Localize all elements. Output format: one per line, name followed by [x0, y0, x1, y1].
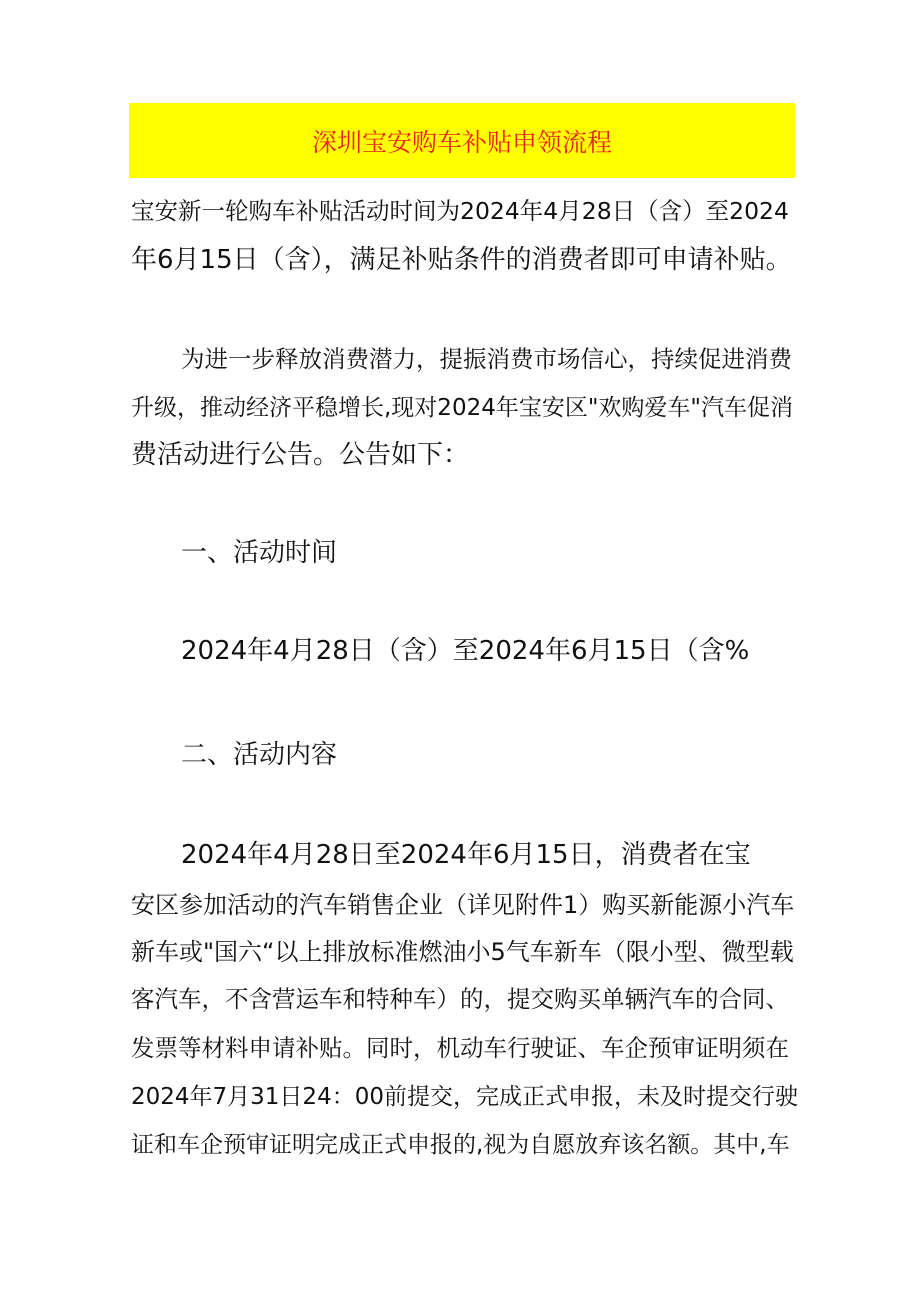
section2-heading: 二、活动内容 — [181, 740, 338, 770]
section1-heading: 一、活动时间 — [181, 538, 338, 568]
section2-line-1: 2024年4月28日至2024年6月15日，消费者在宝 — [181, 840, 751, 870]
section2-line-7: 证和车企预审证明完成正式申报的,视为自愿放弃该名额。其中,车 — [131, 1132, 790, 1158]
paragraph1-line-2: 升级，推动经济平稳增长,现对2024年宝安区"欢购爱车"汽车促消 — [131, 395, 794, 421]
section2-line-6: 2024年7月31日24：00前提交，完成正式申报，未及时提交行驶 — [131, 1084, 798, 1110]
section2-line-5: 发票等材料申请补贴。同时，机动车行驶证、车企预审证明须在 — [131, 1034, 789, 1062]
intro-line-2: 年6月15日（含），满足补贴条件的消费者即可申请补贴。 — [131, 245, 792, 275]
title-banner — [129, 103, 795, 178]
section2-line-3: 新车或"国六“以上排放标准燃油小5气车新车（限小型、微型载 — [131, 938, 794, 966]
intro-line-1: 宝安新一轮购车补贴活动时间为2024年4月28日（含）至2024 — [131, 197, 789, 225]
paragraph1-line-3: 费活动进行公告。公告如下： — [131, 440, 470, 470]
section2-line-2: 安区参加活动的汽车销售企业（详见附件1）购买新能源小汽车 — [131, 891, 795, 919]
section2-line-4: 客汽车，不含营运车和特种车）的，提交购买单辆汽车的合同、 — [131, 985, 789, 1013]
document-title: 深圳宝安购车补贴申领流程 — [311, 127, 612, 157]
paragraph1-line-1: 为进一步释放消费潜力，提振消费市场信心，持续促进消费 — [181, 345, 792, 373]
section1-body: 2024年4月28日（含）至2024年6月15日（含% — [181, 636, 750, 666]
